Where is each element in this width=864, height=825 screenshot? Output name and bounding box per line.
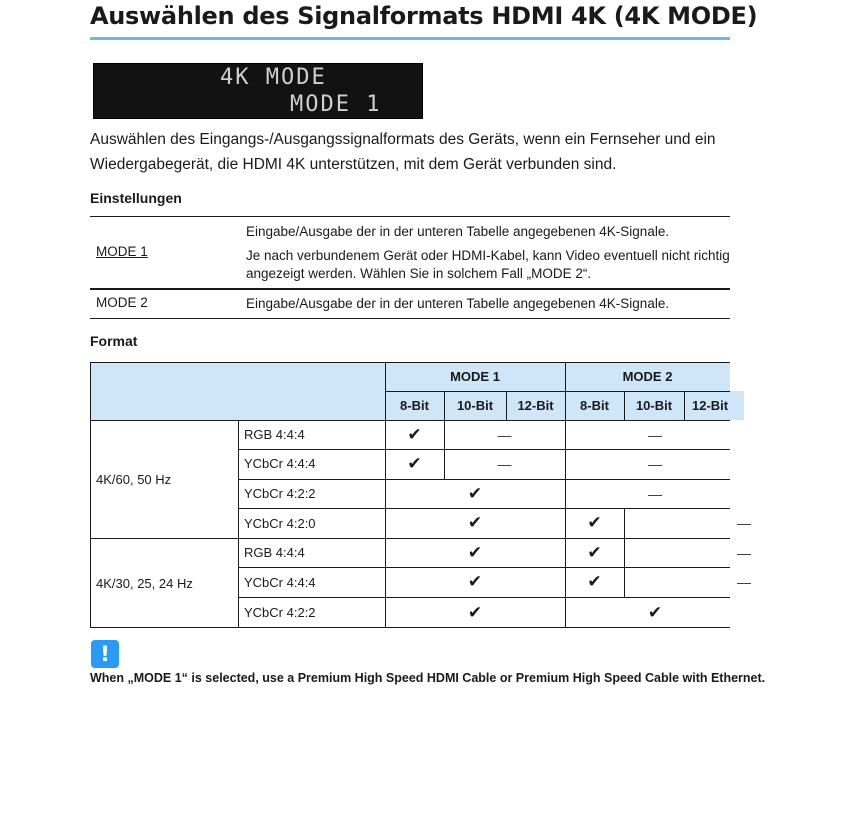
check-mark: ✔ <box>587 572 602 591</box>
format-label: RGB 4:4:4 <box>244 427 305 442</box>
header-bit: 8-Bit <box>385 391 444 420</box>
format-label: YCbCr 4:4:4 <box>244 574 316 590</box>
format-label: RGB 4:4:4 <box>244 545 305 560</box>
check-mark: ✔ <box>467 572 483 591</box>
settings-row-desc: Eingabe/Ausgabe der in der unteren Tabelle angegebenen 4K-Signale. <box>246 224 670 239</box>
format-table <box>90 362 751 628</box>
grid-line <box>238 449 730 450</box>
grid-line <box>90 538 730 539</box>
settings-row-mode2 <box>90 290 730 318</box>
header-bit: 8-Bit <box>565 391 624 420</box>
check-mark: ✔ <box>467 513 483 532</box>
display-line-2: MODE 1 <box>290 92 382 117</box>
grid-line <box>624 391 625 420</box>
grid-line <box>385 362 386 628</box>
check-mark: ✔ <box>467 483 483 503</box>
header-bit: 12-Bit <box>506 391 565 420</box>
check-mark: ✔ <box>467 602 483 622</box>
table-header-corner <box>90 362 385 420</box>
header-bit: 10-Bit <box>624 391 684 420</box>
check-mark: ✔ <box>587 542 602 562</box>
format-label: YCbCr 4:4:4 <box>244 456 316 471</box>
settings-row-name: MODE 1 <box>96 244 148 259</box>
check-mark: ✔ <box>647 602 663 622</box>
settings-heading: Einstellungen <box>90 190 182 206</box>
grid-line <box>238 420 239 628</box>
group-label: 4K/60, 50 Hz <box>96 471 172 487</box>
format-label: YCbCr 4:2:2 <box>244 605 316 620</box>
grid-line <box>444 391 445 420</box>
title-rule <box>90 37 730 40</box>
dash-mark: — <box>737 544 751 561</box>
header-bit: 10-Bit <box>444 391 506 420</box>
grid-line <box>684 391 685 420</box>
header-mode2: MODE 2 <box>565 362 730 391</box>
format-label: YCbCr 4:2:2 <box>244 486 316 501</box>
dash-mark: — <box>497 456 512 472</box>
grid-line <box>238 479 730 480</box>
dash-mark: — <box>648 485 662 502</box>
grid-line <box>506 391 507 420</box>
grid-line <box>90 362 730 363</box>
intro-paragraph <box>90 127 730 177</box>
dash-mark: — <box>648 426 662 443</box>
settings-row-name: MODE 2 <box>96 295 148 310</box>
settings-bottom-rule <box>90 318 730 319</box>
header-mode1: MODE 1 <box>385 362 565 391</box>
dash-mark: — <box>648 456 662 472</box>
format-heading: Format <box>90 333 138 349</box>
dash-mark: — <box>737 574 751 590</box>
page-title: Auswählen des Signalformats HDMI 4K (4K MODE) <box>90 2 758 30</box>
intro-line-1: Auswählen des Eingangs-/Ausgangssignalformats des Geräts, wenn ein Fernseher und ein <box>90 131 716 148</box>
grid-line <box>90 627 730 628</box>
check-mark: ✔ <box>467 542 483 562</box>
notice-text: When „MODE 1“ is selected, use a Premium High Speed HDMI Cable or Premium High Speed Cable with Ethernet. <box>90 671 766 685</box>
grid-line <box>565 362 566 628</box>
check-mark: ✔ <box>407 454 422 473</box>
grid-line <box>385 391 730 392</box>
group-label: 4K/30, 25, 24 Hz <box>96 575 193 591</box>
grid-line <box>238 567 730 568</box>
grid-line <box>238 597 730 598</box>
front-panel-display <box>93 63 423 119</box>
dash-mark: — <box>737 515 751 531</box>
format-label: YCbCr 4:2:0 <box>244 515 316 531</box>
settings-row-mode1 <box>90 216 730 288</box>
check-mark: ✔ <box>587 513 602 532</box>
intro-line-2: Wiedergabegerät, die HDMI 4K unterstützen, mit dem Gerät verbunden sind. <box>90 156 617 173</box>
grid-line <box>444 420 445 479</box>
exclamation-icon: ! <box>91 640 119 668</box>
settings-row-desc: Je nach verbundenem Gerät oder HDMI-Kabel, kann Video eventuell nicht richtig <box>246 248 730 263</box>
grid-line <box>90 362 91 628</box>
grid-line <box>238 508 730 509</box>
settings-row-desc: Eingabe/Ausgabe der in der unteren Tabelle angegebenen 4K-Signale. <box>246 296 670 311</box>
display-line-1: 4K MODE <box>220 65 327 90</box>
grid-line <box>90 420 730 421</box>
header-bit: 12-Bit <box>684 391 744 420</box>
dash-mark: — <box>497 426 512 443</box>
settings-row-desc: angezeigt werden. Wählen Sie in solchem Fall „MODE 2“. <box>246 266 592 281</box>
check-mark: ✔ <box>407 424 422 444</box>
grid-line <box>624 508 625 597</box>
